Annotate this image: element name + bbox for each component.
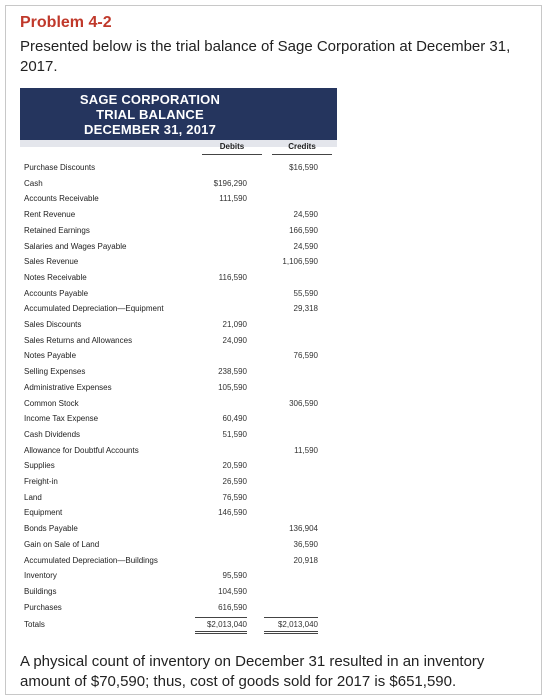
table-row <box>20 443 337 458</box>
account-name: Common Stock <box>24 398 79 408</box>
total-debits: $2,013,040 <box>195 617 247 634</box>
table-row <box>20 301 337 316</box>
account-name: Land <box>24 492 42 502</box>
table-row <box>20 505 337 520</box>
totals-row <box>20 617 337 632</box>
trial-balance-table <box>20 88 337 634</box>
trial-balance-header <box>20 88 337 140</box>
debit-amount: 76,590 <box>222 492 247 502</box>
table-row <box>20 364 337 379</box>
account-name: Salaries and Wages Payable <box>24 241 127 251</box>
debit-amount: 20,590 <box>222 461 247 471</box>
credit-amount: 20,918 <box>293 555 318 565</box>
account-name: Notes Payable <box>24 351 77 361</box>
credit-amount: 24,590 <box>293 241 318 251</box>
debit-amount: 616,590 <box>218 602 247 612</box>
account-name: Accounts Receivable <box>24 194 99 204</box>
table-row <box>20 191 337 206</box>
credit-amount: 11,590 <box>294 445 318 455</box>
column-header-credits: Credits <box>272 140 332 155</box>
table-row <box>20 348 337 363</box>
debit-amount: 105,590 <box>218 382 247 392</box>
credit-amount: 29,318 <box>293 304 318 314</box>
account-name: Buildings <box>24 586 57 596</box>
debit-amount: 238,590 <box>218 367 247 377</box>
table-row <box>20 490 337 505</box>
table-row <box>20 207 337 222</box>
account-name: Selling Expenses <box>24 367 86 377</box>
account-name: Purchases <box>24 602 62 612</box>
account-name: Accumulated Depreciation—Buildings <box>24 555 158 565</box>
table-row <box>20 380 337 395</box>
credit-amount: 76,590 <box>293 351 318 361</box>
account-name: Accumulated Depreciation—Equipment <box>24 304 164 314</box>
table-row <box>20 160 337 175</box>
problem-intro: Presented below is the trial balance of Sage Corporation at December 31, 2017. <box>20 38 511 75</box>
account-name: Cash <box>24 178 43 188</box>
table-row <box>20 537 337 552</box>
table-row <box>20 239 337 254</box>
account-name: Gain on Sale of Land <box>24 539 100 549</box>
report-name: TRIAL BALANCE <box>96 107 204 122</box>
account-name: Administrative Expenses <box>24 382 112 392</box>
total-credits: $2,013,040 <box>264 617 318 634</box>
credit-amount: 136,904 <box>289 524 318 534</box>
debit-amount: 24,090 <box>222 335 247 345</box>
debit-amount: $196,290 <box>213 178 247 188</box>
debit-amount: 51,590 <box>222 429 247 439</box>
company-name: SAGE CORPORATION <box>79 92 221 107</box>
table-row <box>20 600 337 615</box>
table-row <box>20 553 337 568</box>
problem-title: Problem 4-2 <box>20 14 112 31</box>
account-name: Freight-in <box>24 477 58 486</box>
debit-amount: 60,490 <box>222 414 247 424</box>
table-row <box>20 223 337 238</box>
account-name: Purchase Discounts <box>24 163 96 172</box>
debit-amount: 95,590 <box>222 571 247 581</box>
account-name: Accounts Payable <box>24 288 89 298</box>
table-row <box>20 411 337 426</box>
account-name: Income Tax Expense <box>24 414 99 424</box>
table-row <box>20 474 337 489</box>
account-name: Cash Dividends <box>24 429 81 439</box>
account-name: Notes Receivable <box>24 272 87 282</box>
table-row <box>20 333 337 348</box>
debit-amount: 104,590 <box>218 586 247 596</box>
account-name: Retained Earnings <box>24 225 90 235</box>
table-row <box>20 176 337 191</box>
credit-amount: 36,590 <box>293 539 318 549</box>
table-row <box>20 254 337 269</box>
credit-amount: 24,590 <box>293 210 318 220</box>
account-name: Inventory <box>24 571 57 581</box>
table-row <box>20 286 337 301</box>
column-header-debits: Debits <box>202 140 262 155</box>
totals-label: Totals <box>24 620 45 630</box>
debit-amount: 146,590 <box>218 508 247 518</box>
account-name: Sales Returns and Allowances <box>24 335 133 345</box>
account-name: Sales Revenue <box>24 257 79 267</box>
debit-amount: 26,590 <box>222 477 247 486</box>
closing-note: A physical count of inventory on December 31 resulted in an inventory amount of $70,590; thus, cost of goods sold for 2017 is $651,590. <box>20 653 485 690</box>
table-row <box>20 427 337 442</box>
table-row <box>20 458 337 473</box>
credit-amount: 1,106,590 <box>282 257 318 267</box>
debit-amount: 111,590 <box>219 194 247 204</box>
table-row <box>20 396 337 411</box>
credit-amount: $16,590 <box>289 163 318 172</box>
report-date: DECEMBER 31, 2017 <box>83 122 216 137</box>
account-name: Allowance for Doubtful Accounts <box>24 445 139 455</box>
credit-amount: 166,590 <box>289 225 318 235</box>
table-row <box>20 568 337 583</box>
account-name: Sales Discounts <box>24 320 82 329</box>
account-name: Equipment <box>24 508 63 518</box>
credit-amount: 306,590 <box>289 398 318 408</box>
account-name: Rent Revenue <box>24 210 76 220</box>
account-name: Supplies <box>24 461 55 471</box>
credit-amount: 55,590 <box>293 288 318 298</box>
table-row <box>20 521 337 536</box>
debit-amount: 21,090 <box>222 320 247 329</box>
debit-amount: 116,590 <box>218 272 247 282</box>
account-name: Bonds Payable <box>24 524 78 534</box>
table-row <box>20 270 337 285</box>
table-row <box>20 317 337 332</box>
table-row <box>20 584 337 599</box>
